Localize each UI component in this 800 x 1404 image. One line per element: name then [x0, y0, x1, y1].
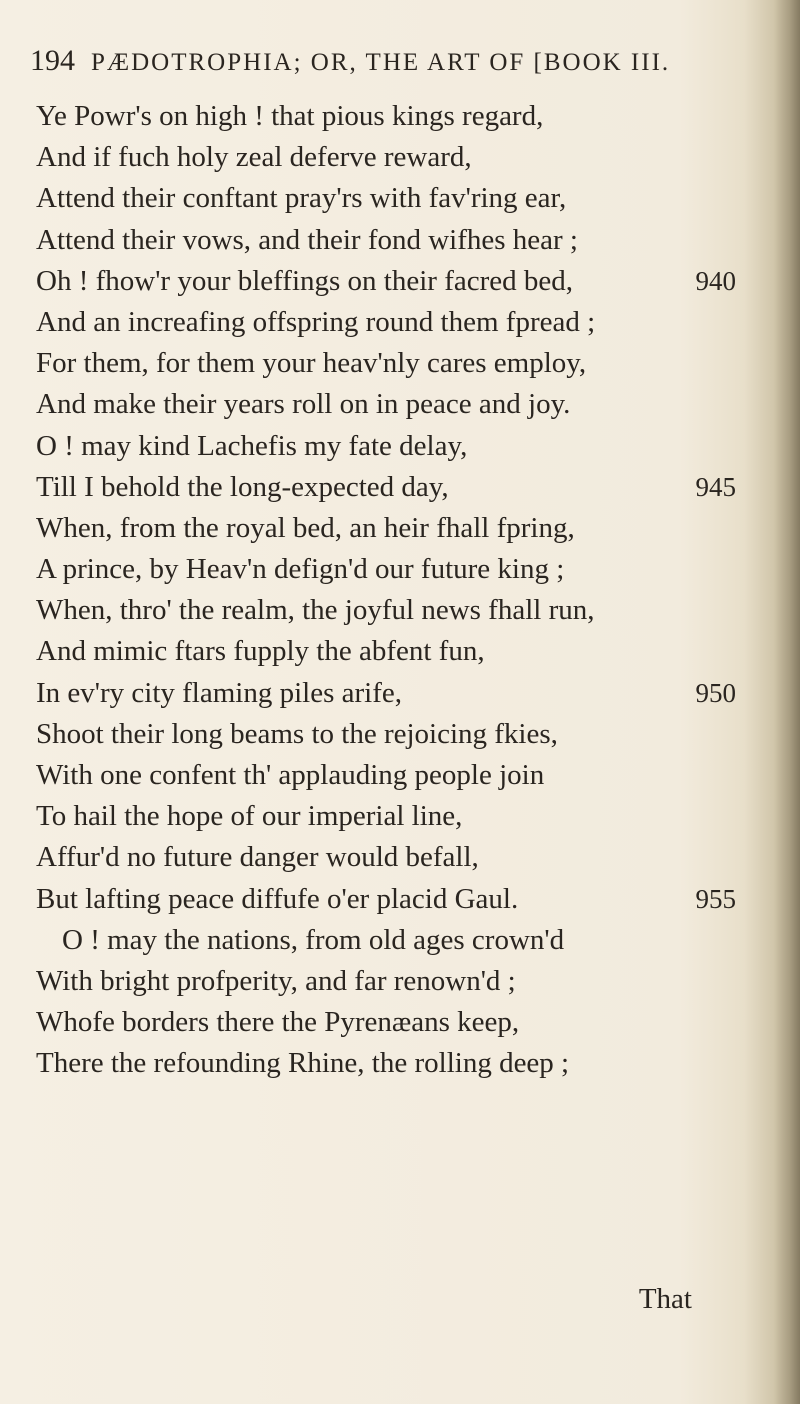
verse-line-text: In ev'ry city flaming piles arife, — [36, 676, 402, 709]
verse-line-text: Shoot their long beams to the rejoicing fkies, — [36, 717, 558, 750]
verse-line — [36, 549, 736, 590]
verse-line-text: For them, for them your heav'nly cares employ, — [36, 347, 587, 380]
line-number: 950 — [695, 677, 736, 708]
running-title: PÆDOTROPHIA; OR, THE ART OF [BOOK III. — [91, 49, 671, 76]
verse-line — [36, 796, 736, 837]
verse-line — [36, 631, 736, 672]
verse-block — [36, 96, 736, 1085]
verse-line-text: O ! may kind Lachefis my fate delay, — [36, 429, 468, 462]
verse-line-text: Attend their conftant pray'rs with fav'ring ear, — [36, 182, 567, 215]
verse-line — [36, 920, 736, 961]
verse-line-text: A prince, by Heav'n defign'd our future king ; — [36, 553, 565, 586]
verse-line-text: And make their years roll on in peace and joy. — [36, 388, 571, 421]
line-number: 940 — [695, 265, 736, 296]
verse-line-text: Affur'd no future danger would befall, — [36, 841, 479, 874]
verse-line — [36, 1002, 736, 1043]
verse-line — [36, 137, 736, 178]
verse-line — [36, 220, 736, 261]
verse-line — [36, 302, 736, 343]
verse-line-text: There the refounding Rhine, the rolling deep ; — [36, 1047, 570, 1080]
line-number: 945 — [695, 471, 736, 502]
verse-line — [36, 343, 736, 384]
page-edge-shadow — [774, 0, 800, 1404]
verse-line — [36, 508, 736, 549]
verse-line — [36, 590, 736, 631]
verse-line-text: But lafting peace diffufe o'er placid Gaul. — [36, 882, 519, 915]
verse-line-text: Oh ! fhow'r your bleffings on their facred bed, — [36, 264, 573, 297]
line-number: 955 — [695, 883, 736, 914]
catchword: That — [638, 1283, 692, 1315]
verse-line-text: And if fuch holy zeal deferve reward, — [36, 141, 472, 174]
verse-line — [36, 261, 736, 302]
verse-line-text: With one confent th' applauding people join — [36, 759, 545, 791]
verse-line — [36, 961, 736, 1002]
verse-line — [36, 426, 736, 467]
verse-line-text: When, thro' the realm, the joyful news fhall run, — [36, 594, 595, 627]
verse-line-text: To hail the hope of our imperial line, — [36, 800, 463, 833]
verse-line — [36, 755, 736, 796]
verse-line — [36, 673, 736, 714]
verse-line — [36, 1043, 736, 1084]
verse-line — [36, 879, 736, 920]
verse-line-text: And an increafing offspring round them fpread ; — [36, 305, 596, 338]
verse-line-text: And mimic ftars fupply the abfent fun, — [36, 635, 485, 668]
verse-line-text: Till I behold the long-expected day, — [36, 470, 449, 503]
verse-line — [36, 467, 736, 508]
verse-line-text: When, from the royal bed, an heir fhall fpring, — [36, 511, 575, 544]
verse-line — [36, 714, 736, 755]
verse-line-text: Whofe borders there the Pyrenæans keep, — [36, 1006, 520, 1039]
verse-line — [36, 837, 736, 878]
verse-line — [36, 178, 736, 219]
verse-line-text: Attend their vows, and their fond wifhes hear ; — [36, 223, 578, 256]
running-header — [30, 44, 730, 84]
verse-line — [36, 96, 736, 137]
page-number: 194 — [30, 44, 75, 77]
verse-line-text: O ! may the nations, from old ages crown'd — [62, 923, 565, 956]
verse-line-text: With bright profperity, and far renown'd ; — [36, 964, 516, 997]
verse-line-text: Ye Powr's on high ! that pious kings regard, — [36, 100, 544, 132]
verse-line — [36, 384, 736, 425]
